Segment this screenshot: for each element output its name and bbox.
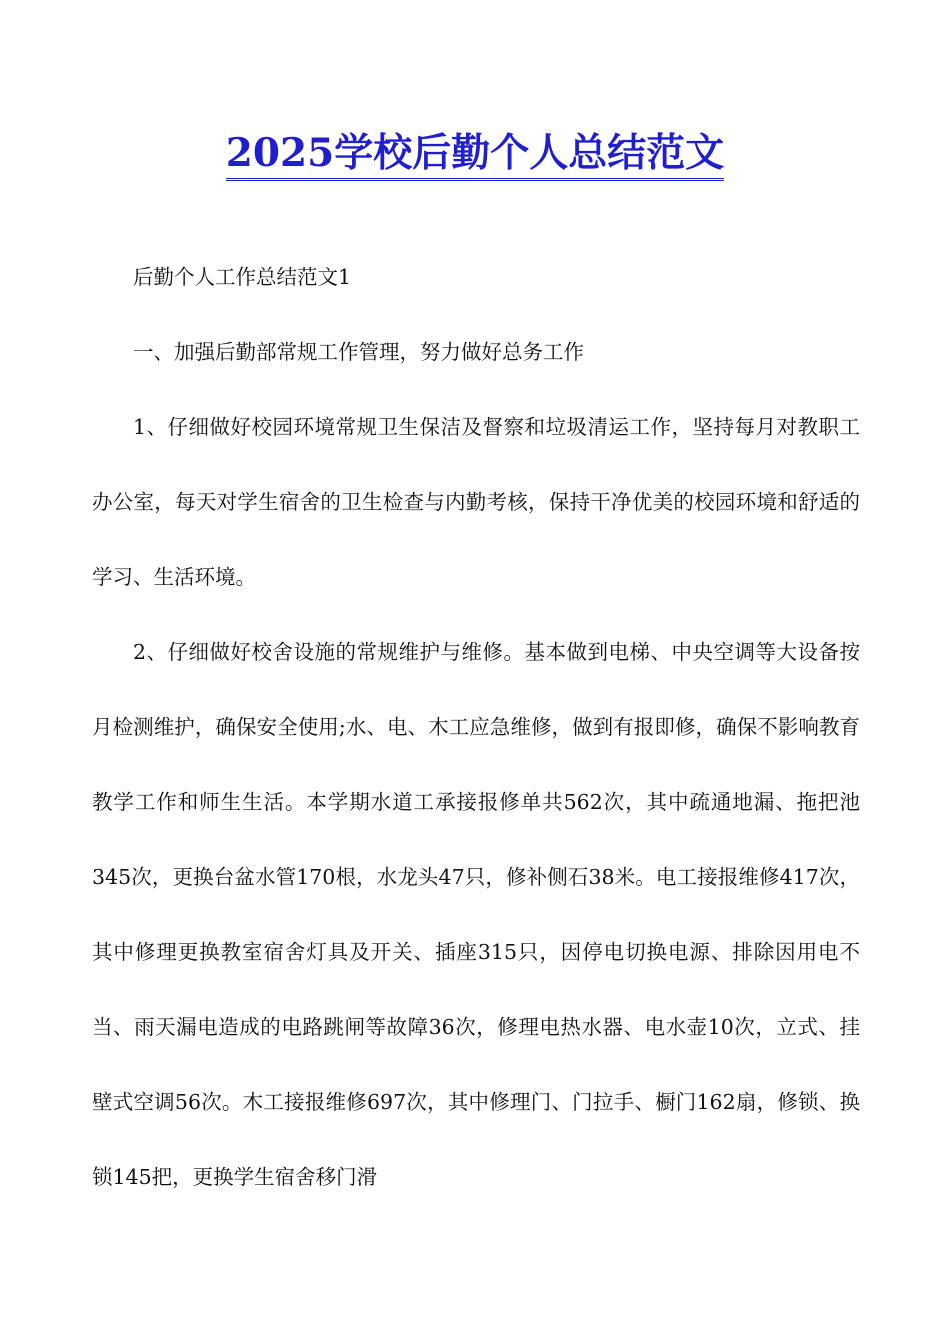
document-title [0,118,950,188]
title-link[interactable]: 2025学校后勤个人总结范文 [226,130,725,181]
paragraph: 2、仔细做好校舍设施的常规维护与维修。基本做到电梯、中央空调等大设备按月检测维护，确保安全使用;水、电、木工应急维修，做到有报即修，确保不影响教育教学工作和师生生活。本学期水道工承接报修单共562次，其中疏通地漏、拖把池345次，更换台盆水管170根，水龙头47只，修补侧石38米。电工接报维修417次，其中修理更换教室宿舍灯具及开关、插座315只，因停电切换电源、排除因用电不当、雨天漏电造成的电路跳闸等故障36次，修理电热水器、电水壶10次，立式、挂壁式空调56次。木工接报维修697次，其中修理门、门拉手、橱门162扇，修锁、换锁145把，更换学生宿舍移门滑 [92,640,860,1189]
subsection-heading: 一、加强后勤部常规工作管理，努力做好总务工作 [133,340,584,364]
paragraph: 1、仔细做好校园环境常规卫生保洁及督察和垃圾清运工作，坚持每月对教职工办公室，每天对学生宿舍的卫生检查与内勤考核，保持干净优美的校园环境和舒适的学习、生活环境。 [92,415,860,589]
section-heading: 后勤个人工作总结范文1 [133,265,352,289]
document-body [92,240,860,1215]
